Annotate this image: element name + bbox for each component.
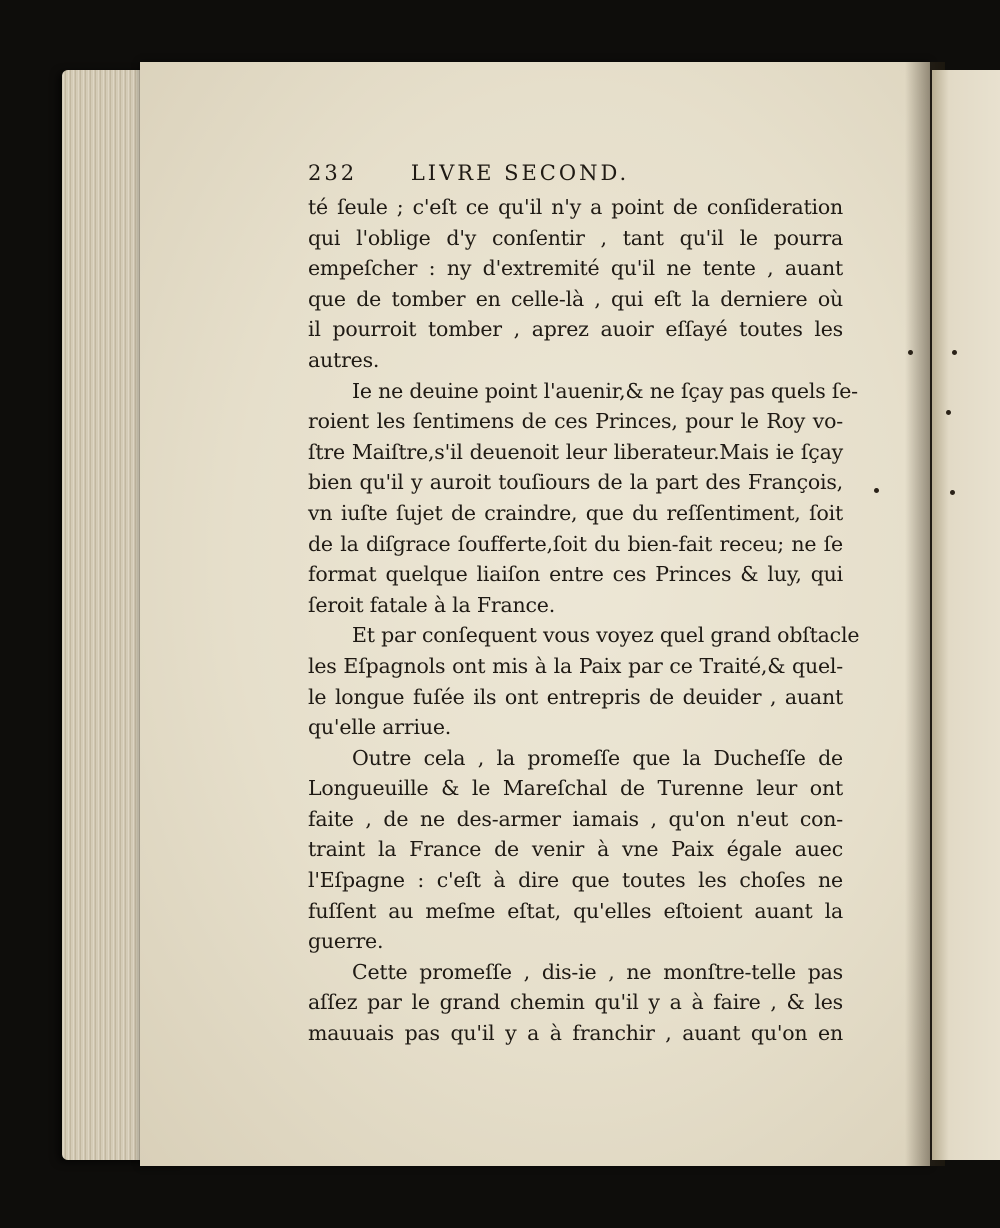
text-line: le longue fuſée ils ont entrepris de deuider , auant [308, 684, 843, 709]
text-line: bien qu'il y auroit touſiours de la part des François, [308, 470, 843, 495]
text-line: autres. [308, 347, 380, 372]
text-line: de la diſgrace ſoufferte,ſoit du bien-fait receu; ne ſe [308, 531, 843, 556]
page-text-block [308, 158, 860, 1049]
right-page-edge [932, 70, 1000, 1160]
text-line: roient les ſentimens de ces Princes, pour le Roy vo- [308, 409, 843, 434]
ink-speck [874, 488, 879, 493]
text-line: qui l'oblige d'y conſentir , tant qu'il le pourra [308, 225, 843, 250]
text-line: Ie ne deuine point l'auenir,& ne ſçay pas quels ſe- [352, 378, 858, 403]
text-line: mauuais pas qu'il y a à franchir , auant qu'on en [308, 1021, 843, 1046]
running-header [308, 158, 703, 188]
text-line: empeſcher : ny d'extremité qu'il ne tente , auant [308, 256, 843, 281]
ink-speck [952, 350, 957, 355]
ink-speck [946, 410, 951, 415]
text-line: il pourroit tomber , aprez auoir eſſayé toutes les [308, 317, 843, 342]
page-number: 232 [308, 161, 358, 185]
text-line: Outre cela , la promeſſe que la Ducheſſe de [352, 745, 843, 770]
ink-speck [908, 350, 913, 355]
text-line: vn iuſte ſujet de craindre, que du reſſentiment, ſoit [308, 500, 843, 525]
text-line: qu'elle arriue. [308, 715, 452, 740]
text-line: Et par conſequent vous voyez quel grand obſtacle [352, 623, 860, 648]
text-line: les Eſpagnols ont mis à la Paix par ce Traité,& quel- [308, 653, 843, 678]
text-line: fuſſent au meſme eſtat, qu'elles eſtoient auant la [308, 898, 843, 923]
text-line: Longueuille & le Mareſchal de Turenne leur ont [308, 776, 843, 801]
text-line: l'Eſpagne : c'eſt à dire que toutes les choſes ne [308, 868, 843, 893]
running-head-title: LIVRE SECOND. [410, 161, 630, 185]
text-line: ſeroit fatale à la France. [308, 592, 556, 617]
text-line: té ſeule ; c'eſt ce qu'il n'y a point de conſideration [308, 195, 843, 219]
text-line: aſſez par le grand chemin qu'il y a à faire , & les [308, 990, 843, 1015]
text-line: que de tomber en celle-là , qui eſt la derniere où [308, 286, 843, 311]
text-line: faite , de ne des-armer iamais , qu'on n'eut con- [308, 806, 843, 831]
text-line: guerre. [308, 929, 384, 954]
text-line: format quelque liaiſon entre ces Princes & luy, qui [308, 562, 843, 587]
body-text [308, 192, 860, 1049]
ink-speck [950, 490, 955, 495]
text-line: ſtre Maiſtre,s'il deuenoit leur liberateur.Mais ie ſçay [308, 439, 843, 464]
text-line: traint la France de venir à vne Paix égale auec [308, 837, 843, 862]
text-line: Cette promeſſe , dis-ie , ne monſtre-telle pas [352, 959, 843, 984]
